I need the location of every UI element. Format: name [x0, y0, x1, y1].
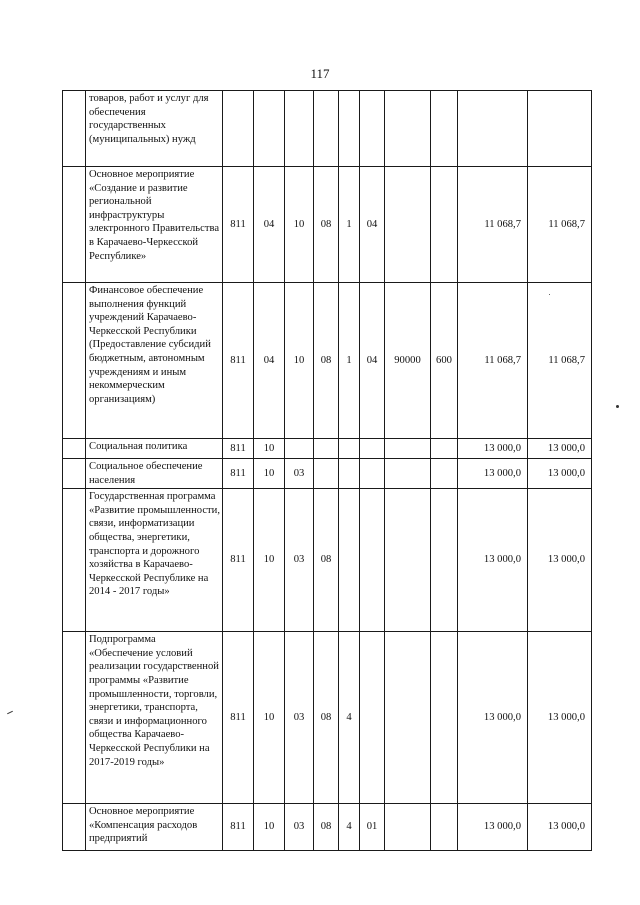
cell-vr [431, 804, 458, 851]
cell-rz: 10 [254, 459, 285, 489]
cell-c4 [385, 632, 431, 804]
cell-rz: 04 [254, 167, 285, 283]
cell-ved: 811 [223, 439, 254, 459]
cell-c1: 08 [314, 167, 339, 283]
cell-c4 [385, 459, 431, 489]
cell-sum2: 13 000,0 [528, 489, 592, 632]
cell-sum2: 11 068,7 [528, 283, 592, 439]
row-name: Финансовое обеспечение выполнения функций учреждений Карачаево-Черкесской Республики (Предоставление субсидий бюджетным, автономным учреждениям и иным некоммерческим организациям) [86, 283, 223, 439]
cell-sum2 [528, 91, 592, 167]
row-name: Основное мероприятие «Создание и развитие региональной инфраструктуры электронного Правительства в Карачаево-Черкесской Республике» [86, 167, 223, 283]
row-number-cell [63, 489, 86, 632]
table-row [63, 489, 592, 632]
cell-pr: 03 [285, 459, 314, 489]
cell-c2 [339, 91, 360, 167]
cell-rz: 10 [254, 439, 285, 459]
row-name: Подпрограмма «Обеспечение условий реализации государственной программы «Развитие промышленности, торговли, энергетики, транспорта, связи и информационного общества Карачаево-Черкесской Республики на 2017-2019 годы» [86, 632, 223, 804]
cell-c3: 04 [360, 283, 385, 439]
row-number-cell [63, 804, 86, 851]
cell-c2: 4 [339, 804, 360, 851]
cell-c1: 08 [314, 632, 339, 804]
cell-sum2: 13 000,0 [528, 632, 592, 804]
cell-ved: 811 [223, 167, 254, 283]
cell-c4 [385, 804, 431, 851]
cell-sum1: 13 000,0 [458, 439, 528, 459]
scan-mark [7, 711, 13, 714]
cell-pr: 03 [285, 489, 314, 632]
cell-c1: 08 [314, 489, 339, 632]
cell-rz: 04 [254, 283, 285, 439]
cell-ved: 811 [223, 804, 254, 851]
cell-vr [431, 167, 458, 283]
cell-rz: 10 [254, 804, 285, 851]
cell-sum1: 13 000,0 [458, 489, 528, 632]
cell-sum1: 13 000,0 [458, 632, 528, 804]
cell-sum2: 11 068,7 [528, 167, 592, 283]
cell-c3 [360, 489, 385, 632]
cell-vr [431, 439, 458, 459]
cell-vr [431, 459, 458, 489]
cell-sum1: 13 000,0 [458, 804, 528, 851]
cell-c3 [360, 459, 385, 489]
row-name: Государственная программа «Развитие промышленности, связи, информатизации общества, энергетики, транспорта и дорожного хозяйства в Карачаево-Черкесской Республике на 2014 - 2017 годы» [86, 489, 223, 632]
cell-rz [254, 91, 285, 167]
row-name: Социальное обеспечение населения [86, 459, 223, 489]
cell-pr: 10 [285, 167, 314, 283]
cell-c4 [385, 489, 431, 632]
cell-c2 [339, 459, 360, 489]
cell-c1 [314, 459, 339, 489]
cell-c3: 01 [360, 804, 385, 851]
cell-pr: 03 [285, 632, 314, 804]
table-row [63, 91, 592, 167]
cell-ved: 811 [223, 283, 254, 439]
cell-ved: 811 [223, 632, 254, 804]
cell-ved [223, 91, 254, 167]
row-name: товаров, работ и услуг для обеспечения государственных (муниципальных) нужд [86, 91, 223, 167]
cell-rz: 10 [254, 632, 285, 804]
cell-c3 [360, 632, 385, 804]
cell-rz: 10 [254, 489, 285, 632]
cell-sum1 [458, 91, 528, 167]
cell-sum1: 11 068,7 [458, 167, 528, 283]
cell-c2 [339, 439, 360, 459]
cell-c4 [385, 439, 431, 459]
cell-c1 [314, 91, 339, 167]
cell-ved: 811 [223, 489, 254, 632]
row-number-cell [63, 283, 86, 439]
row-number-cell [63, 439, 86, 459]
row-name: Основное мероприятие «Компенсация расходов предприятий [86, 804, 223, 851]
table-row [63, 804, 592, 851]
table-row [63, 632, 592, 804]
table-row [63, 439, 592, 459]
table-row [63, 167, 592, 283]
cell-vr [431, 91, 458, 167]
row-number-cell [63, 632, 86, 804]
cell-c2 [339, 489, 360, 632]
page-number: 117 [310, 66, 330, 81]
row-name: Социальная политика [86, 439, 223, 459]
cell-pr: 10 [285, 283, 314, 439]
cell-pr [285, 439, 314, 459]
cell-ved: 811 [223, 459, 254, 489]
cell-c2: 1 [339, 283, 360, 439]
cell-vr [431, 632, 458, 804]
row-number-cell [63, 167, 86, 283]
cell-sum2: 13 000,0 [528, 459, 592, 489]
table-row [63, 459, 592, 489]
cell-pr [285, 91, 314, 167]
scan-speck [549, 294, 550, 295]
cell-c3: 04 [360, 167, 385, 283]
cell-c1 [314, 439, 339, 459]
cell-c4: 90000 [385, 283, 431, 439]
cell-c1: 08 [314, 283, 339, 439]
cell-pr: 03 [285, 804, 314, 851]
cell-vr [431, 489, 458, 632]
cell-c2: 1 [339, 167, 360, 283]
row-number-cell [63, 91, 86, 167]
cell-sum2: 13 000,0 [528, 804, 592, 851]
cell-vr: 600 [431, 283, 458, 439]
cell-c4 [385, 91, 431, 167]
scan-speck [616, 405, 619, 408]
cell-c2: 4 [339, 632, 360, 804]
cell-sum1: 13 000,0 [458, 459, 528, 489]
cell-c1: 08 [314, 804, 339, 851]
cell-c4 [385, 167, 431, 283]
table-row [63, 283, 592, 439]
cell-c3 [360, 91, 385, 167]
cell-sum1: 11 068,7 [458, 283, 528, 439]
budget-table [62, 90, 592, 851]
cell-c3 [360, 439, 385, 459]
row-number-cell [63, 459, 86, 489]
cell-sum2: 13 000,0 [528, 439, 592, 459]
